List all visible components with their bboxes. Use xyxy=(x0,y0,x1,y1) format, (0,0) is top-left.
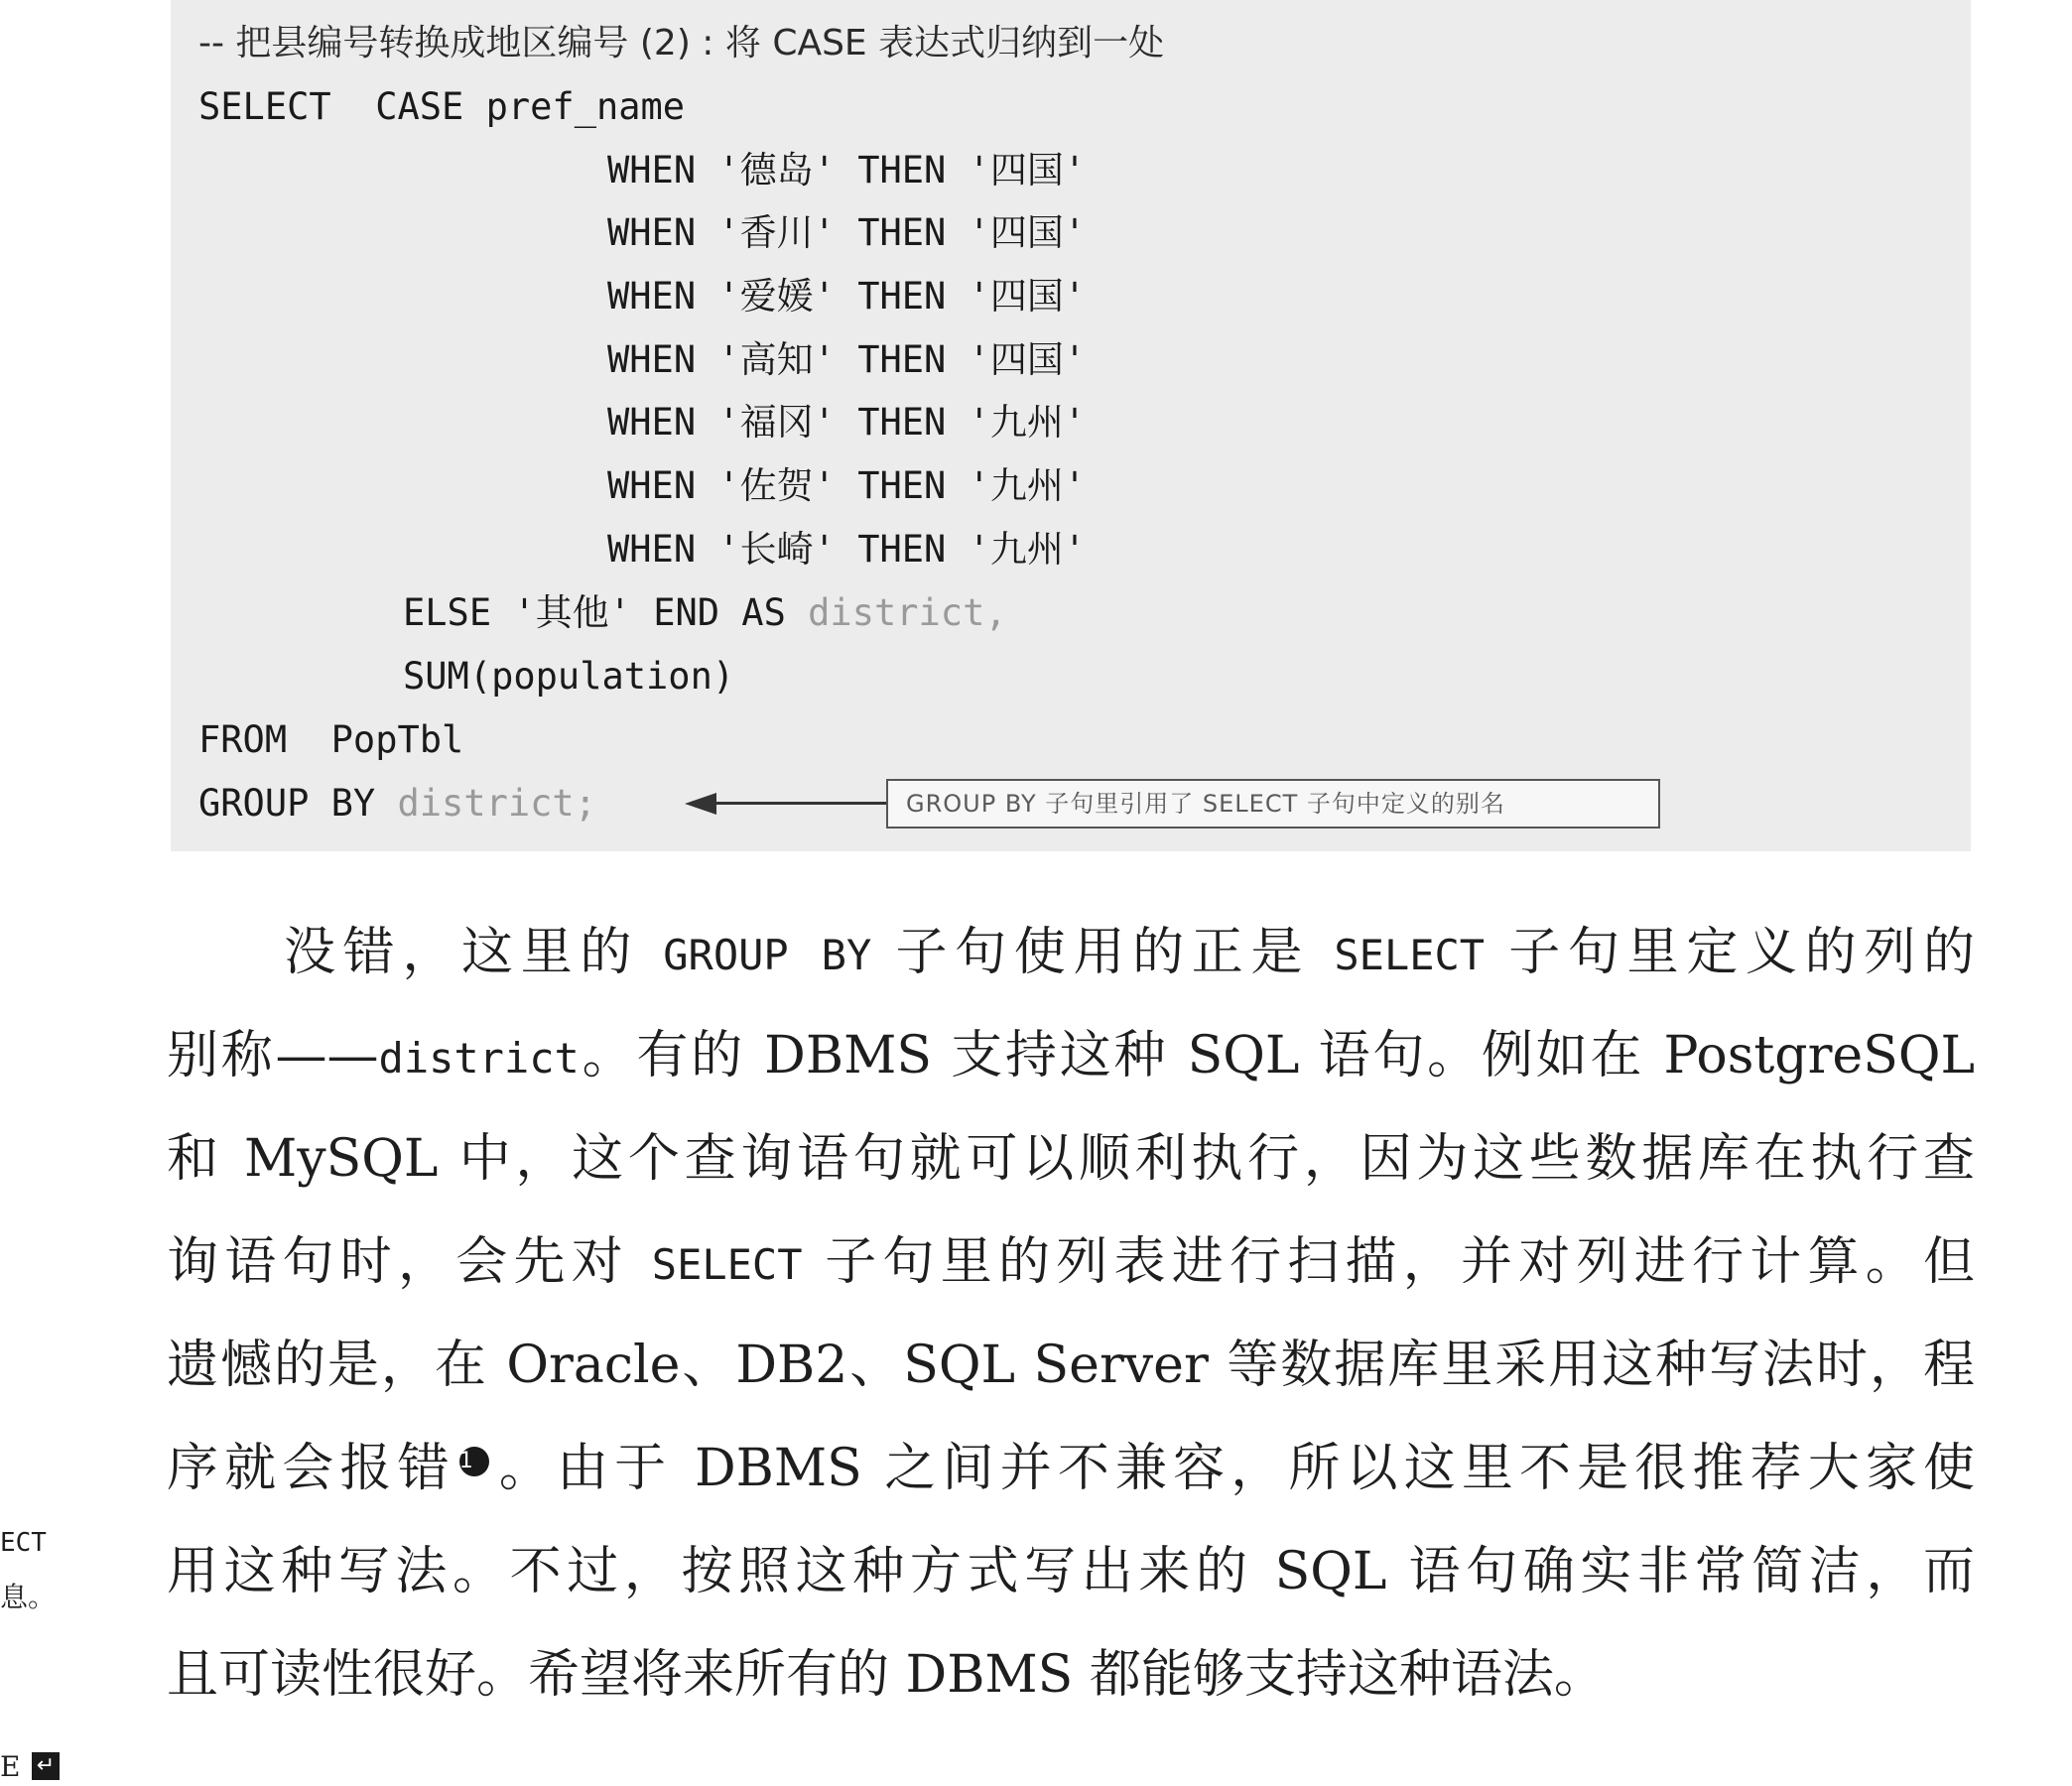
code-groupby-alias: district; xyxy=(397,782,596,825)
code-groupby-prefix: GROUP BY xyxy=(198,782,398,825)
text-span: 序就会报错 xyxy=(167,1439,455,1498)
code-else-prefix: ELSE '其他' END AS xyxy=(403,591,809,634)
margin-fragment: ECT xyxy=(0,1528,47,1558)
text-span: 。有的 DBMS 支持这种 SQL 语句。例如在 PostgreSQL xyxy=(579,1026,1975,1085)
footnote-marker[interactable]: 1 xyxy=(459,1447,489,1476)
code-when-line: WHEN '爱媛' THEN '四国' xyxy=(607,275,1087,318)
paragraph-line-3: 和 MySQL 中，这个查询语句就可以顺利执行，因为这些数据库在执行查 xyxy=(167,1129,1975,1189)
paragraph-line-4 xyxy=(167,1211,1975,1314)
paragraph-line-6 xyxy=(167,1417,1975,1520)
code-line-select: SELECT CASE pref_name xyxy=(198,85,686,128)
paragraph-line-8: 且可读性很好。希望将来所有的 DBMS 都能够支持这种语法。 xyxy=(167,1645,1606,1705)
return-icon: ↵ xyxy=(32,1752,60,1780)
code-when-line: WHEN '德岛' THEN '四国' xyxy=(607,149,1087,191)
margin-fragment: E xyxy=(0,1750,21,1783)
code-term-select: SELECT xyxy=(1334,931,1486,979)
code-annotation: GROUP BY 子句里引用了 SELECT 子句中定义的别名 xyxy=(886,779,1660,829)
text-span: 没错，这里的 xyxy=(284,923,664,982)
paragraph-line-7: 用这种写法。不过，按照这种方式写出来的 SQL 语句确实非常简洁，而 xyxy=(167,1542,1975,1601)
code-when-line: WHEN '香川' THEN '四国' xyxy=(607,211,1087,254)
annotation-arrow xyxy=(714,802,886,805)
code-else-line xyxy=(403,589,1007,637)
text-span: 。由于 DBMS 之间并不兼容，所以这里不是很推荐大家使 xyxy=(492,1439,1975,1498)
code-when-line: WHEN '福冈' THEN '九州' xyxy=(607,401,1087,444)
text-span: 别称—— xyxy=(167,1026,379,1085)
text-span: 子句使用的正是 xyxy=(871,923,1335,982)
text-span: 子句里定义的列的 xyxy=(1485,923,1976,982)
code-term-select: SELECT xyxy=(651,1240,803,1289)
arrow-head-icon xyxy=(685,793,716,815)
code-else-alias: district, xyxy=(808,591,1007,634)
text-span: 子句里的列表进行扫描，并对列进行计算。但 xyxy=(802,1232,1976,1292)
code-comment: -- 把县编号转换成地区编号 (2) : 将 CASE 表达式归纳到一处 xyxy=(198,23,1165,64)
code-block xyxy=(171,0,1971,851)
code-when-line: WHEN '长崎' THEN '九州' xyxy=(607,528,1087,571)
paragraph-line-5: 遗憾的是，在 Oracle、DB2、SQL Server 等数据库里采用这种写法时，程 xyxy=(167,1336,1975,1395)
margin-fragment: 息。 xyxy=(0,1581,57,1613)
code-when-line: WHEN '佐贺' THEN '九州' xyxy=(607,464,1087,507)
paragraph-line-2 xyxy=(167,1004,1975,1107)
paragraph-line-1 xyxy=(284,901,1975,1004)
code-term-groupby: GROUP BY xyxy=(663,931,872,979)
code-sum-line: SUM(population) xyxy=(403,655,735,698)
text-span: 询语句时，会先对 xyxy=(167,1232,652,1292)
code-from-line: FROM PopTbl xyxy=(198,718,464,761)
code-when-line: WHEN '高知' THEN '四国' xyxy=(607,338,1087,381)
code-groupby-line xyxy=(198,780,596,828)
code-term-district: district xyxy=(378,1034,580,1083)
